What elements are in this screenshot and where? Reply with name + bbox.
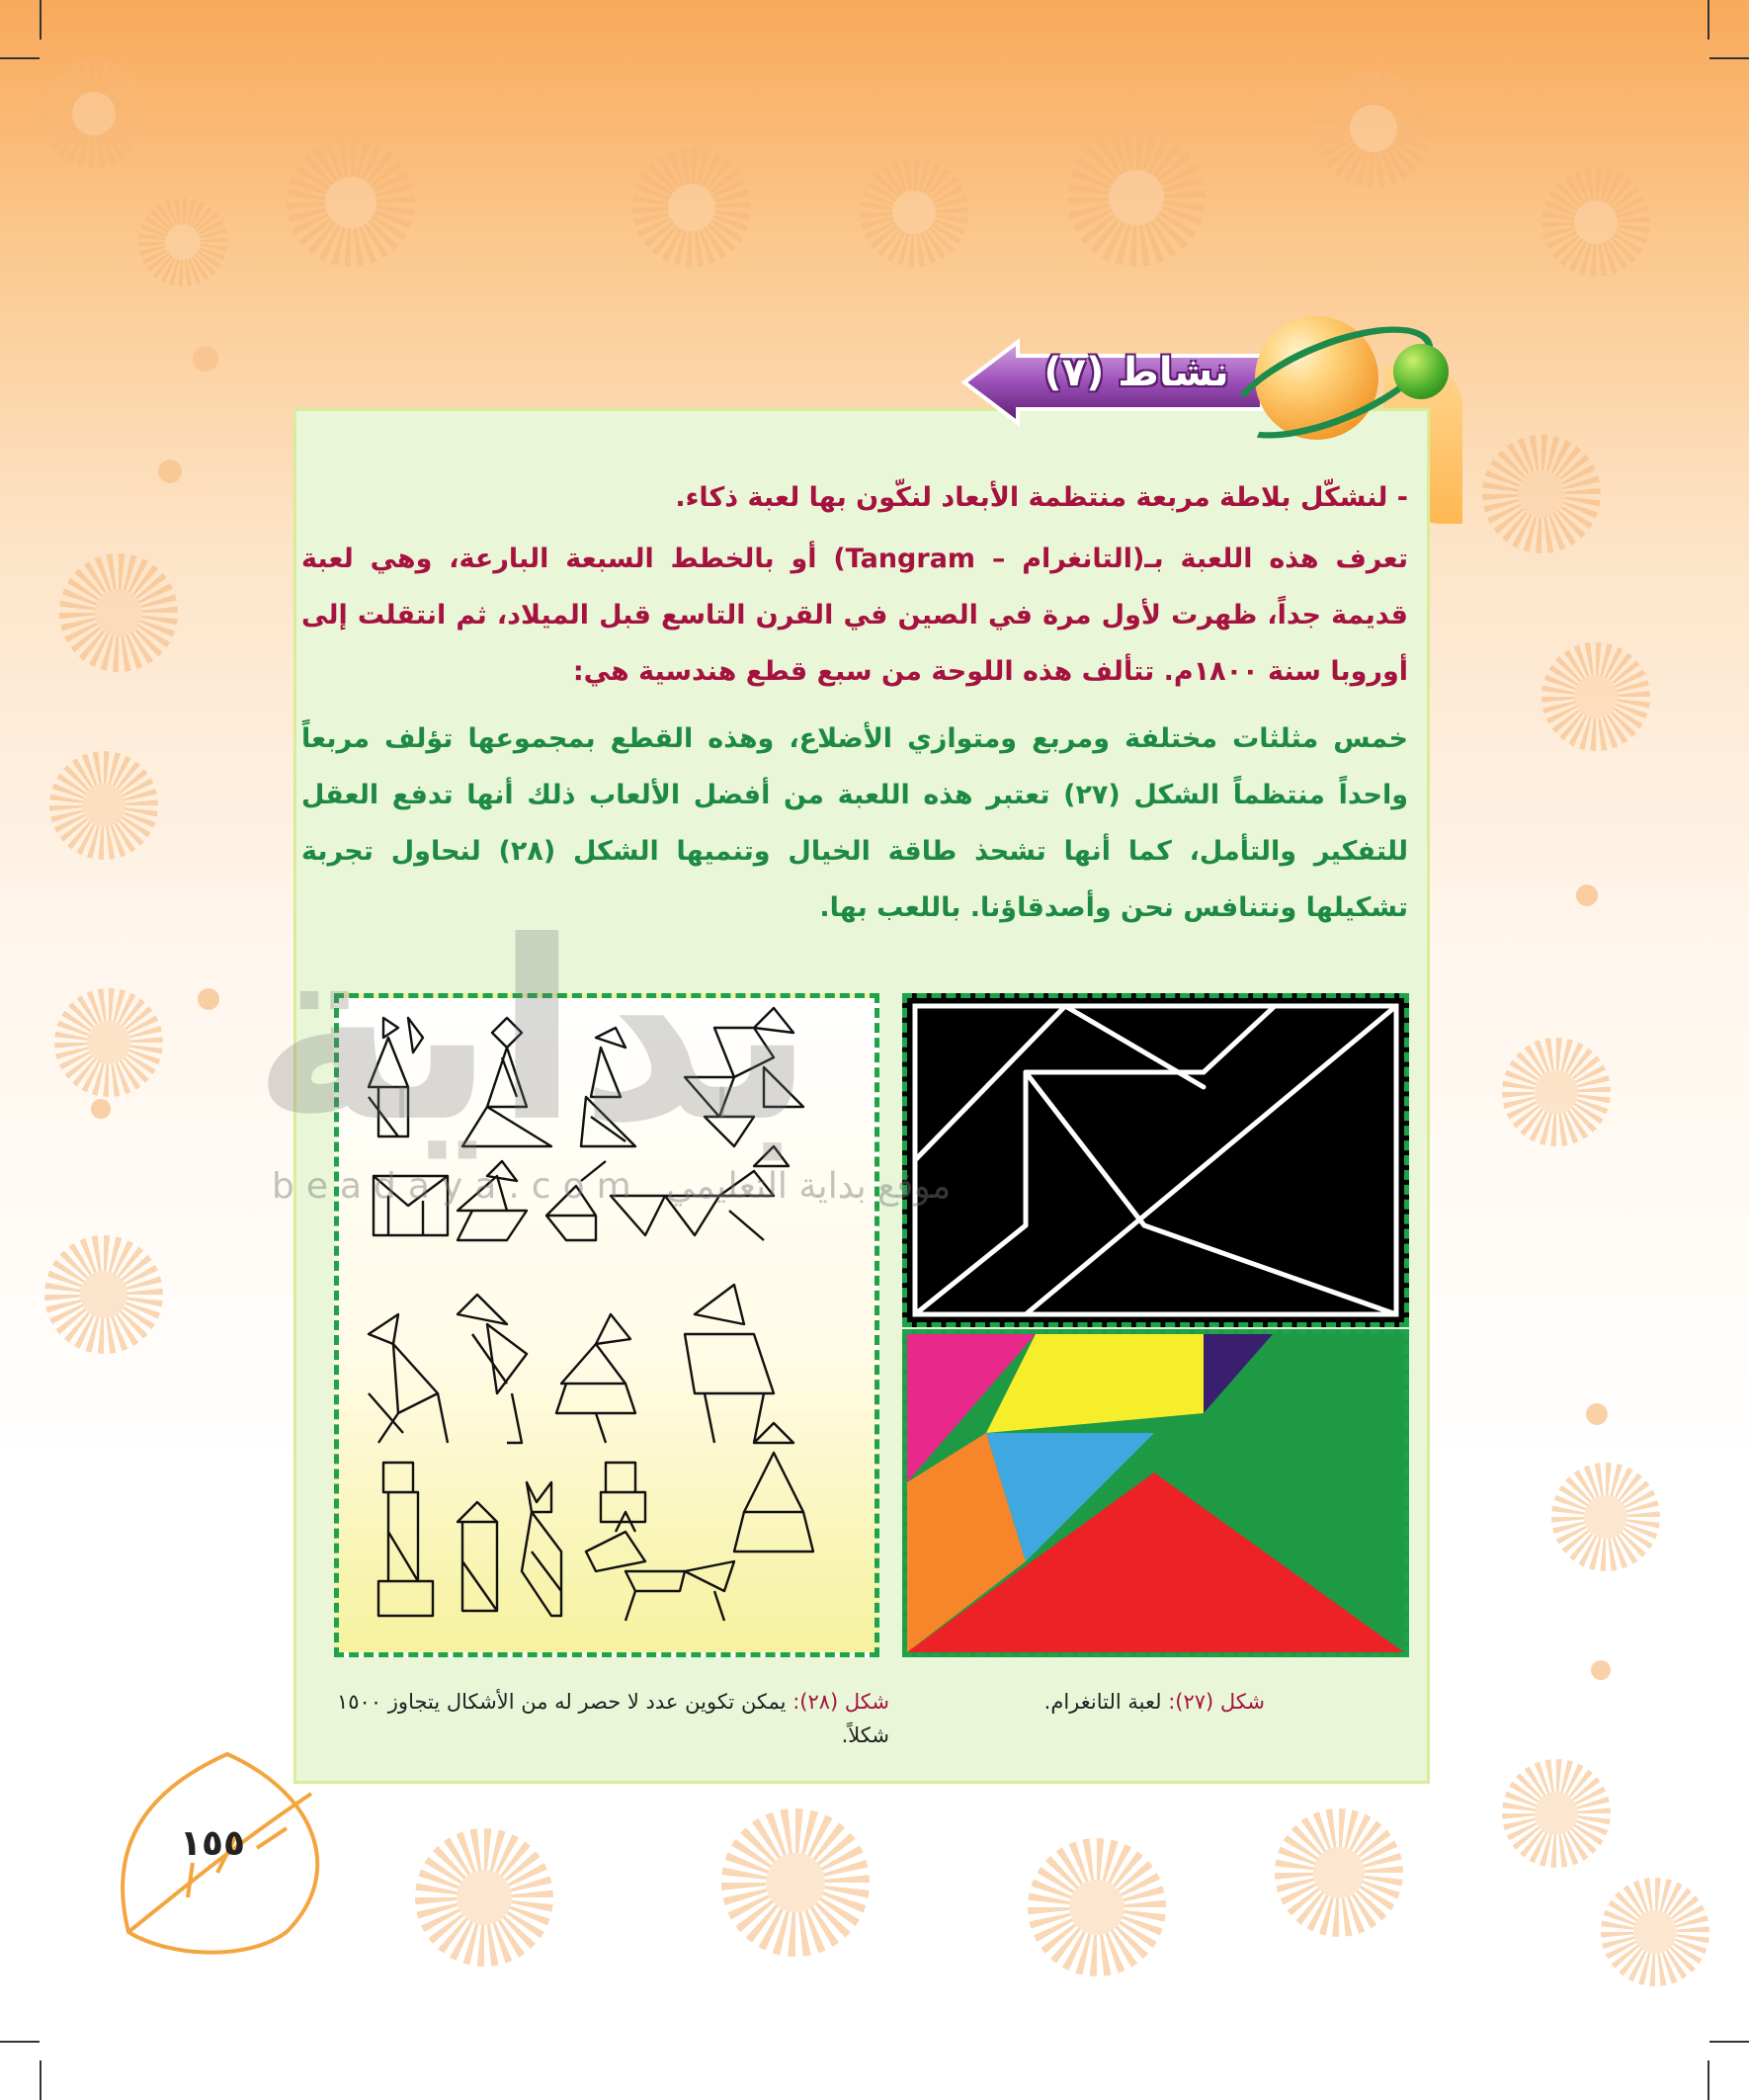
intro-line: - لنشكّل بلاطة مربعة منتظمة الأبعاد لنكّون بها لعبة ذكاء.: [675, 482, 1408, 513]
decorative-flower: [49, 751, 158, 860]
paragraph-green: خمس مثلثات مختلفة ومربع ومتوازي الأضلاع، وهذه القطع بمجموعها تؤلف مربعاً واحداً منتظماً الشكل (٢٧) تعتبر هذه اللعبة من أفضل الألعاب ذلك أنها تدفع العقل للتفكير والتأمل، كما أنها تشحذ طاقة الخيال وتنميها الشكل (٢٨) لنحاول تجربة تشكيلها ونتنافس نحن وأصدقاؤنا. باللعب بها.: [301, 723, 1408, 923]
crop-mark: [40, 2060, 42, 2100]
decorative-flower: [59, 553, 178, 672]
decorative-flower: [1482, 435, 1601, 553]
decorative-flower: [1275, 1808, 1403, 1937]
caption-text: لعبة التانغرام.: [1043, 1690, 1169, 1714]
decorative-flower: [1541, 168, 1650, 277]
tangram-shapes-drawing: [339, 998, 874, 1652]
decorative-flower: [1314, 69, 1433, 188]
decorative-dot: [1586, 1403, 1608, 1425]
watermark-latin: beadaya.com موقع بداية التعليمي: [272, 1166, 952, 1207]
tangram-colored-drawing: [907, 1334, 1404, 1652]
decorative-flower: [138, 198, 227, 287]
decorative-flower: [1028, 1838, 1166, 1976]
decorative-flower: [1601, 1878, 1709, 1986]
figure-27-tangram-outline: [902, 993, 1409, 1327]
decorative-flower: [632, 148, 751, 267]
caption-label: شكل (٢٧):: [1168, 1690, 1265, 1714]
decorative-flower: [287, 138, 415, 267]
activity-title: نشاط (٧): [1043, 350, 1229, 395]
decorative-flower: [1502, 1759, 1611, 1868]
crop-mark: [1709, 2041, 1749, 2043]
decorative-flower: [1067, 128, 1206, 267]
decorative-dot: [91, 1099, 111, 1119]
decorative-dot: [198, 988, 219, 1010]
decorative-dot: [193, 346, 218, 372]
page-number: ١٥٥: [180, 1823, 245, 1864]
decorative-flower: [54, 988, 163, 1097]
figure-27-caption: [1008, 1685, 1265, 1719]
decorative-flower: [415, 1828, 553, 1967]
decorative-flower: [40, 59, 148, 168]
crop-mark: [40, 0, 42, 40]
caption-text: يمكن تكوين عدد لا حصر له من الأشكال يتجاوز ١٥٠٠ شكلاً.: [336, 1690, 889, 1747]
tangram-outline-drawing: [907, 998, 1404, 1322]
crop-mark: [1707, 2060, 1709, 2100]
decorative-flower: [1502, 1038, 1611, 1146]
watermark-arabic: بداية: [252, 888, 815, 1176]
figure-28-tangram-shapes: [334, 993, 879, 1657]
figure-27-tangram-colored: [902, 1329, 1409, 1657]
decorative-dot: [1576, 884, 1598, 906]
caption-label: شكل (٢٨):: [792, 1690, 889, 1714]
decorative-flower: [860, 158, 968, 267]
crop-mark: [1707, 0, 1709, 40]
figure-28-caption: [336, 1685, 889, 1752]
decorative-dot: [158, 460, 182, 483]
crop-mark: [1709, 57, 1749, 59]
crop-mark: [0, 57, 40, 59]
decorative-flower: [1551, 1463, 1660, 1571]
decorative-flower: [721, 1808, 870, 1957]
decorative-flower: [44, 1235, 163, 1354]
crop-mark: [0, 2041, 40, 2043]
green-ball-icon: [1393, 344, 1449, 399]
decorative-flower: [1541, 642, 1650, 751]
decorative-dot: [1591, 1660, 1611, 1680]
paragraph-red: تعرف هذه اللعبة بـ(التانغرام – Tangram) أو بالخطط السبعة البارعة، وهي لعبة قديمة جداً، ظهرت لأول مرة في الصين في القرن التاسع قبل الميلاد، ثم انتقلت إلى أوروبا سنة ١٨٠٠م. تتألف هذه اللوحة من سبع قطع هندسية هي:: [301, 544, 1408, 687]
